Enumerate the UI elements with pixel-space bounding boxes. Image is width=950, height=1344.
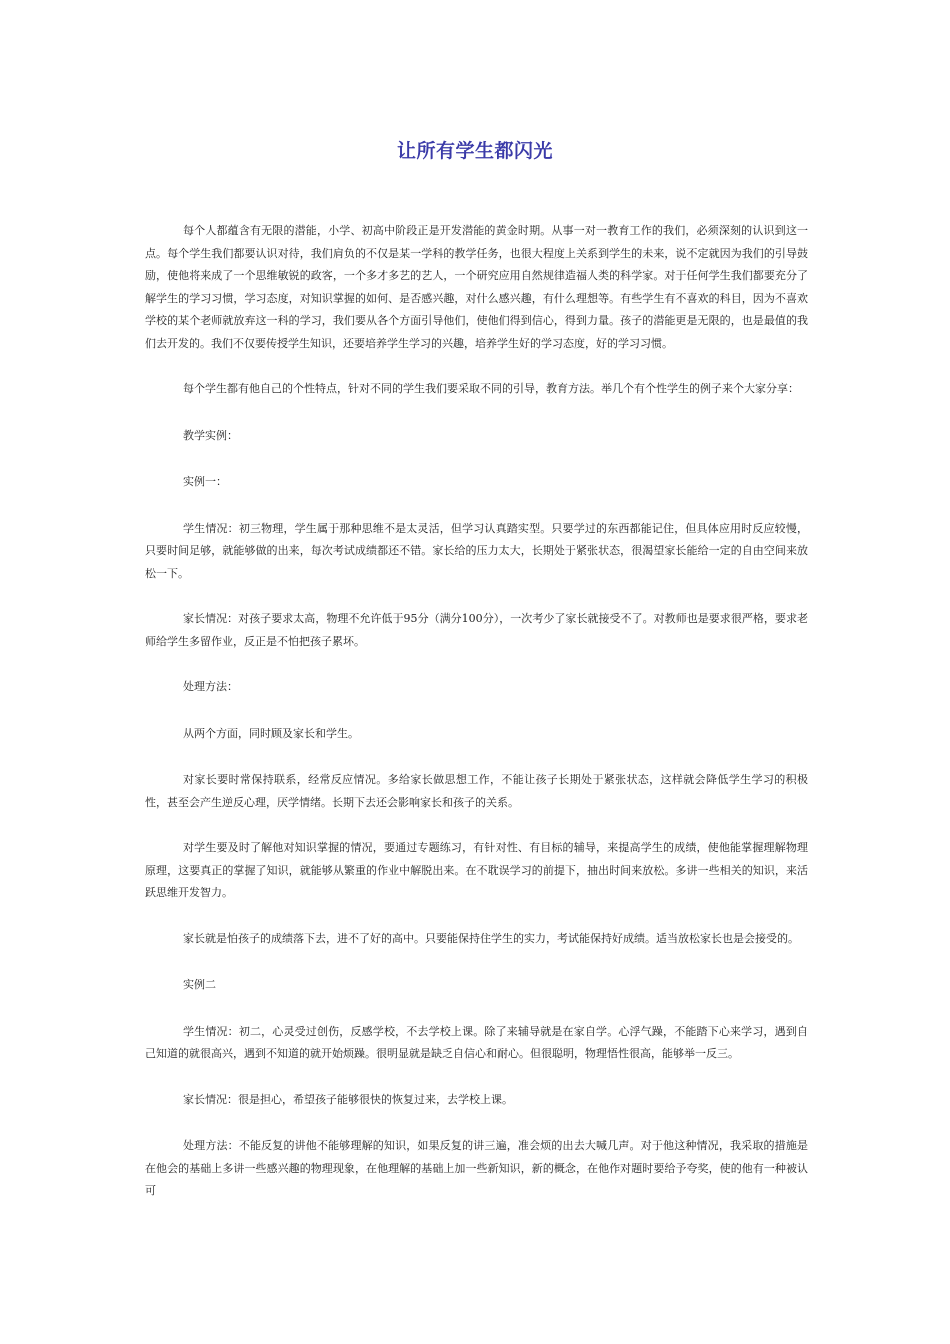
- paragraph-example-one-conclusion: 家长就是怕孩子的成绩落下去，进不了好的高中。只要能保持住学生的实力，考试能保持好成绩。适当放松家长也是会接受的。: [183, 931, 799, 945]
- paragraph-example-one-student: 学生情况：初三物理，学生属于那种思维不是太灵活，但学习认真踏实型。只要学过的东西都能记住，但具体应用时反应较慢，只要时间足够，就能够做的出来，每次考试成绩都还不错。家长给的压力太大，长期处于紧张状态，很渴望家长能给一定的自由空间来放松一下。: [145, 521, 808, 580]
- paragraph-intro: 每个人都蕴含有无限的潜能，小学、初高中阶段正是开发潜能的黄金时期。从事一对一教育工作的我们，必须深刻的认识到这一点。每个学生我们都要认识对待，我们肩负的不仅是某一学科的教学任务，也很大程度上关系到学生的未来，说不定就因为我们的引导鼓励，使他将来成了一个思维敏锐的政客，一个多才多艺的艺人，一个研究应用自然规律造福人类的科学家。对于任何学生我们都要充分了解学生的学习习惯，学习态度，对知识掌握的如何、是否感兴趣，对什么感兴趣，有什么理想等。有些学生有不喜欢的科目，因为不喜欢学校的某个老师就放弃这一科的学习，我们要从各个方面引导他们，使他们得到信心，得到力量。孩子的潜能更是无限的，也是最值的我们去开发的。我们不仅要传授学生知识，还要培养学生学习的兴趣，培养学生好的学习态度，好的学习习惯。: [145, 224, 808, 350]
- paragraph-example-one-parent-handling: 对家长要时常保持联系，经常反应情况。多给家长做思想工作，不能让孩子长期处于紧张状态，这样就会降低学生学习的积极性，甚至会产生逆反心理，厌学情绪。长期下去还会影响家长和孩子的关系。: [145, 773, 808, 809]
- paragraph-individuality: 每个学生都有他自己的个性特点，针对不同的学生我们要采取不同的引导，教育方法。举几个有个性学生的例子来个大家分享：: [183, 382, 799, 395]
- heading-example-one: 实例一：: [183, 475, 227, 488]
- heading-example-one-method: 处理方法：: [183, 680, 238, 693]
- paragraph-example-one-student-handling: 对学生要及时了解他对知识掌握的情况，要通过专题练习，有针对性、有目标的辅导，来提高学生的成绩，使他能掌握理解物理原理，这要真正的掌握了知识，就能够从繁重的作业中解脱出来。在不耽误学习的前提下，抽出时间来放松。多讲一些相关的知识，来活跃思维开发智力。: [145, 841, 808, 899]
- heading-example-two: 实例二: [183, 978, 216, 991]
- document-title: 让所有学生都闪光: [396, 140, 553, 162]
- paragraph-example-one-parent: 家长情况：对孩子要求太高，物理不允许低于95分（满分100分），一次考少了家长就接受不了。对教师也是要求很严格，要求老师给学生多留作业，反正是不怕把孩子累坏。: [145, 612, 808, 648]
- document-body: [145, 220, 808, 1226]
- heading-teaching-examples: 教学实例：: [183, 428, 238, 442]
- paragraph-example-two-student: 学生情况：初二，心灵受过创伤，反感学校，不去学校上课。除了来辅导就是在家自学。心浮气躁，不能踏下心来学习，遇到自己知道的就很高兴，遇到不知道的就开始烦躁。很明显就是缺乏自信心和耐心。但很聪明，物理悟性很高，能够举一反三。: [145, 1024, 808, 1060]
- paragraph-example-two-method: 处理方法：不能反复的讲他不能够理解的知识，如果反复的讲三遍，准会烦的出去大喊几声。对于他这种情况，我采取的措施是在他会的基础上多讲一些感兴趣的物理现象，在他理解的基础上加一些新知识，新的概念，在他作对题时要给予夸奖，使的他有一种被认可: [145, 1139, 808, 1197]
- paragraph-example-one-two-sides: 从两个方面，同时顾及家长和学生。: [183, 726, 359, 740]
- paragraph-example-two-parent: 家长情况：很是担心，希望孩子能够很快的恢复过来，去学校上课。: [183, 1092, 513, 1106]
